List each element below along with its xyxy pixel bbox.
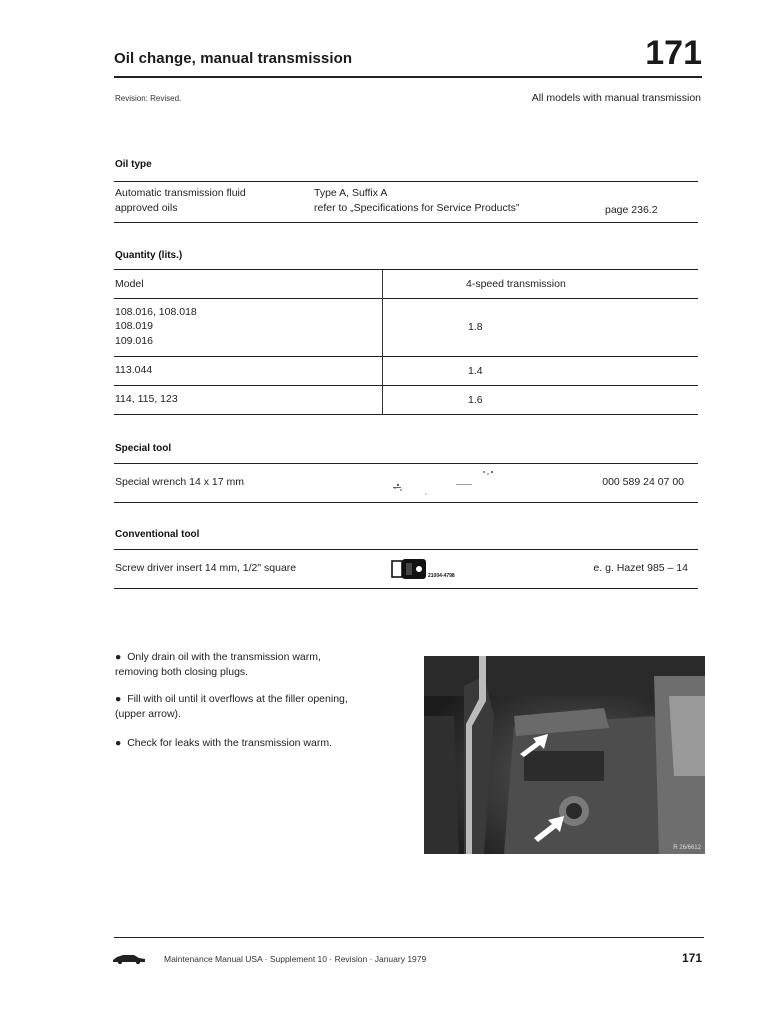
section-number: 171	[645, 34, 702, 72]
instruction-2-line2: (upper arrow).	[115, 708, 181, 720]
conventional-tool-reference: e. g. Hazet 985 – 14	[593, 562, 688, 574]
conventional-tool-heading: Conventional tool	[115, 529, 200, 540]
footer-rule	[114, 937, 704, 938]
oil-type-col1-line1: Automatic transmission fluid	[115, 187, 246, 199]
oil-type-rule-bottom	[114, 222, 698, 223]
car-logo-icon	[112, 951, 146, 965]
instruction-2	[115, 692, 405, 722]
quantity-row-2-value: 1.4	[468, 365, 483, 377]
bullet-icon: ●	[115, 737, 122, 749]
title-rule	[114, 76, 702, 78]
special-tool-part-number: 000 589 24 07 00	[602, 476, 684, 488]
footer-page-number: 171	[681, 951, 702, 965]
oil-type-col2-line1: Type A, Suffix A	[314, 187, 388, 199]
quantity-row-1-model-1: 108.016, 108.018	[115, 306, 197, 318]
quantity-row-rule	[114, 356, 698, 357]
quantity-row-1-model-3: 109.016	[115, 335, 153, 347]
applicability-note: All models with manual transmission	[531, 92, 701, 104]
quantity-row-3-model: 114, 115, 123	[115, 393, 178, 405]
photo-caption: R 26/6612	[673, 845, 701, 851]
bullet-icon: ●	[115, 651, 122, 663]
quantity-row-rule	[114, 385, 698, 386]
special-wrench-illustration	[386, 468, 516, 498]
special-tool-rule-top	[114, 463, 698, 464]
quantity-header-rule	[114, 298, 698, 299]
conventional-tool-rule-bottom	[114, 588, 698, 589]
conventional-tool-rule-top	[114, 549, 698, 550]
special-tool-heading: Special tool	[115, 443, 172, 454]
quantity-header-trans: 4-speed transmission	[466, 278, 566, 290]
oil-type-rule-top	[114, 181, 698, 182]
oil-type-col2-line2: refer to „Specifications for Service Products”	[314, 202, 520, 214]
instruction-2-line1: Fill with oil until it overflows at the filler opening,	[127, 693, 348, 705]
insert-code: 21004-4798	[428, 573, 455, 579]
quantity-rule-bottom	[114, 414, 698, 415]
instruction-1-line1: Only drain oil with the transmission warm,	[127, 651, 321, 663]
oil-type-heading: Oil type	[115, 159, 152, 170]
quantity-header-model: Model	[115, 278, 144, 290]
quantity-row-1-model-2: 108.019	[115, 320, 153, 332]
bullet-icon: ●	[115, 693, 122, 705]
transmission-photo	[424, 656, 705, 854]
quantity-heading: Quantity (lits.)	[115, 250, 183, 261]
instruction-1	[115, 650, 395, 680]
conventional-tool-name: Screw driver insert 14 mm, 1/2" square	[115, 562, 297, 574]
footer-text: Maintenance Manual USA · Supplement 10 · Revision · January 1979	[164, 954, 427, 964]
instruction-3-line1: Check for leaks with the transmission warm.	[127, 737, 333, 749]
revision-note: Revision: Revised.	[115, 94, 182, 103]
special-tool-name: Special wrench 14 x 17 mm	[115, 476, 244, 488]
screwdriver-insert-icon	[391, 557, 431, 583]
quantity-row-1-value: 1.8	[468, 321, 483, 333]
transmission-photo-drawing	[424, 656, 705, 854]
page-title: Oil change, manual transmission	[114, 50, 353, 67]
oil-type-col1-line2: approved oils	[115, 202, 178, 214]
instruction-1-line2: removing both closing plugs.	[115, 666, 249, 678]
quantity-rule-top	[114, 269, 698, 270]
quantity-row-2-model: 113.044	[115, 364, 153, 376]
quantity-column-divider	[382, 269, 383, 415]
oil-type-page-ref: page 236.2	[605, 204, 658, 216]
special-tool-rule-bottom	[114, 502, 698, 503]
instruction-3	[115, 736, 405, 751]
quantity-row-3-value: 1.6	[468, 394, 483, 406]
